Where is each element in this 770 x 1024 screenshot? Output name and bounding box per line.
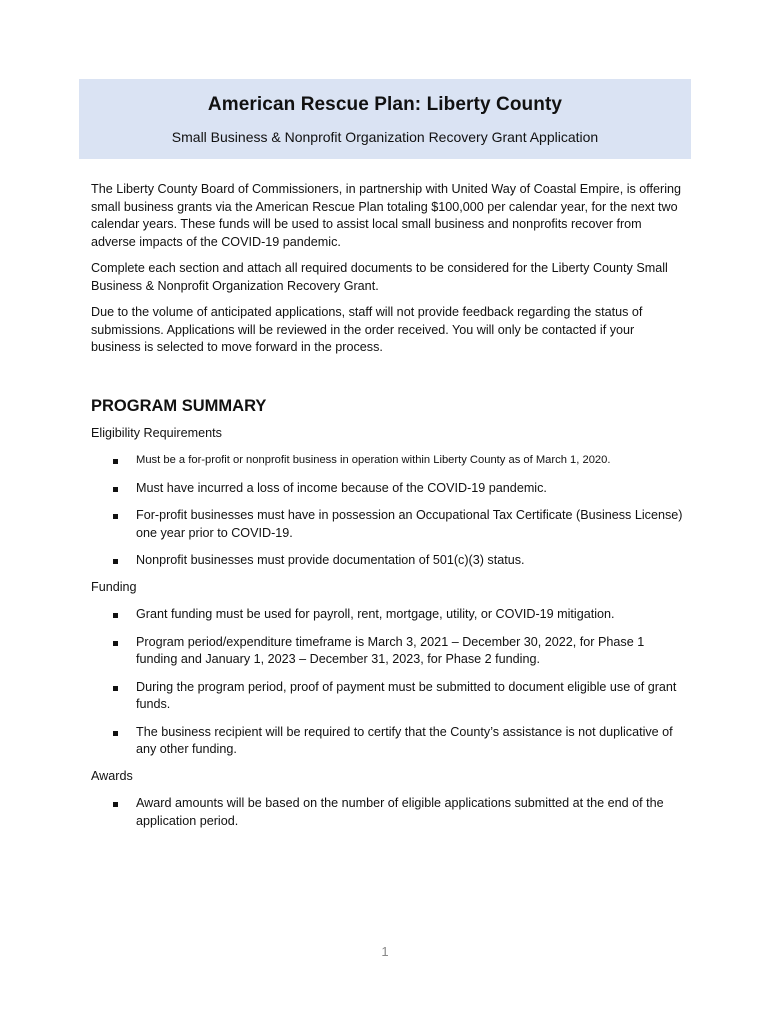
list-item <box>136 679 686 714</box>
funding-heading: Funding <box>91 579 137 594</box>
title-banner <box>79 79 691 159</box>
list-item <box>136 606 686 624</box>
document-subtitle: Small Business & Nonprofit Organization Recovery Grant Application <box>171 129 599 145</box>
bullet-icon <box>113 731 118 736</box>
eligibility-heading: Eligibility Requirements <box>91 425 222 440</box>
list-item <box>136 480 686 498</box>
document-body <box>91 181 686 830</box>
program-summary-heading: PROGRAM SUMMARY <box>91 396 267 415</box>
intro-paragraph: Due to the volume of anticipated applications, staff will not provide feedback regarding the status of submissions. Applications will be reviewed in the order received. You will only be contacted if your business is selected to move forward in the process. <box>91 305 643 354</box>
bullet-icon <box>113 641 118 646</box>
funding-list <box>91 606 686 759</box>
awards-heading: Awards <box>91 768 133 783</box>
bullet-icon <box>113 459 118 464</box>
list-item <box>136 795 686 830</box>
intro-paragraph: Complete each section and attach all required documents to be considered for the Liberty County Small Business & Nonprofit Organization Recovery Grant. <box>91 261 668 293</box>
bullet-icon <box>113 613 118 618</box>
list-item <box>136 724 686 759</box>
list-item-text: The business recipient will be required to certify that the County’s assistance is not duplicative of any other funding. <box>136 724 673 756</box>
list-item <box>136 452 686 470</box>
list-item-text: Program period/expenditure timeframe is March 3, 2021 – December 30, 2022, for Phase 1 funding and January 1, 2023 – December 31, 2023, for Phase 2 funding. <box>136 634 645 666</box>
bullet-icon <box>113 487 118 492</box>
eligibility-list <box>91 452 686 570</box>
bullet-icon <box>113 686 118 691</box>
document-title: American Rescue Plan: Liberty County <box>207 94 563 115</box>
bullet-icon <box>113 514 118 519</box>
list-item-text: Nonprofit businesses must provide documentation of 501(c)(3) status. <box>136 553 525 567</box>
list-item-text: During the program period, proof of payment must be submitted to document eligible use of grant funds. <box>136 679 677 711</box>
list-item <box>136 507 686 542</box>
list-item-text: Must have incurred a loss of income because of the COVID-19 pandemic. <box>136 480 547 495</box>
list-item-text: Award amounts will be based on the number of eligible applications submitted at the end of the application period. <box>136 796 664 828</box>
intro-section <box>91 181 686 357</box>
list-item <box>136 634 686 669</box>
list-item <box>136 552 686 570</box>
list-item-text: For-profit businesses must have in possession an Occupational Tax Certificate (Business License) one year prior to COVID-19. <box>136 508 683 540</box>
intro-paragraph: The Liberty County Board of Commissioners, in partnership with United Way of Coastal Empire, is offering small business grants via the American Rescue Plan totaling $100,000 per calendar year, for the next two calendar years. These funds will be used to assist local small business and nonprofits recover from adverse impacts of the COVID-19 pandemic. <box>91 182 682 249</box>
list-item-text: Must be a for-profit or nonprofit business in operation within Liberty County as of March 1, 2020. <box>136 454 611 466</box>
list-item-text: Grant funding must be used for payroll, rent, mortgage, utility, or COVID-19 mitigation. <box>136 607 615 621</box>
page-number: 1 <box>381 944 389 959</box>
bullet-icon <box>113 802 118 807</box>
awards-list <box>91 795 686 830</box>
bullet-icon <box>113 559 118 564</box>
